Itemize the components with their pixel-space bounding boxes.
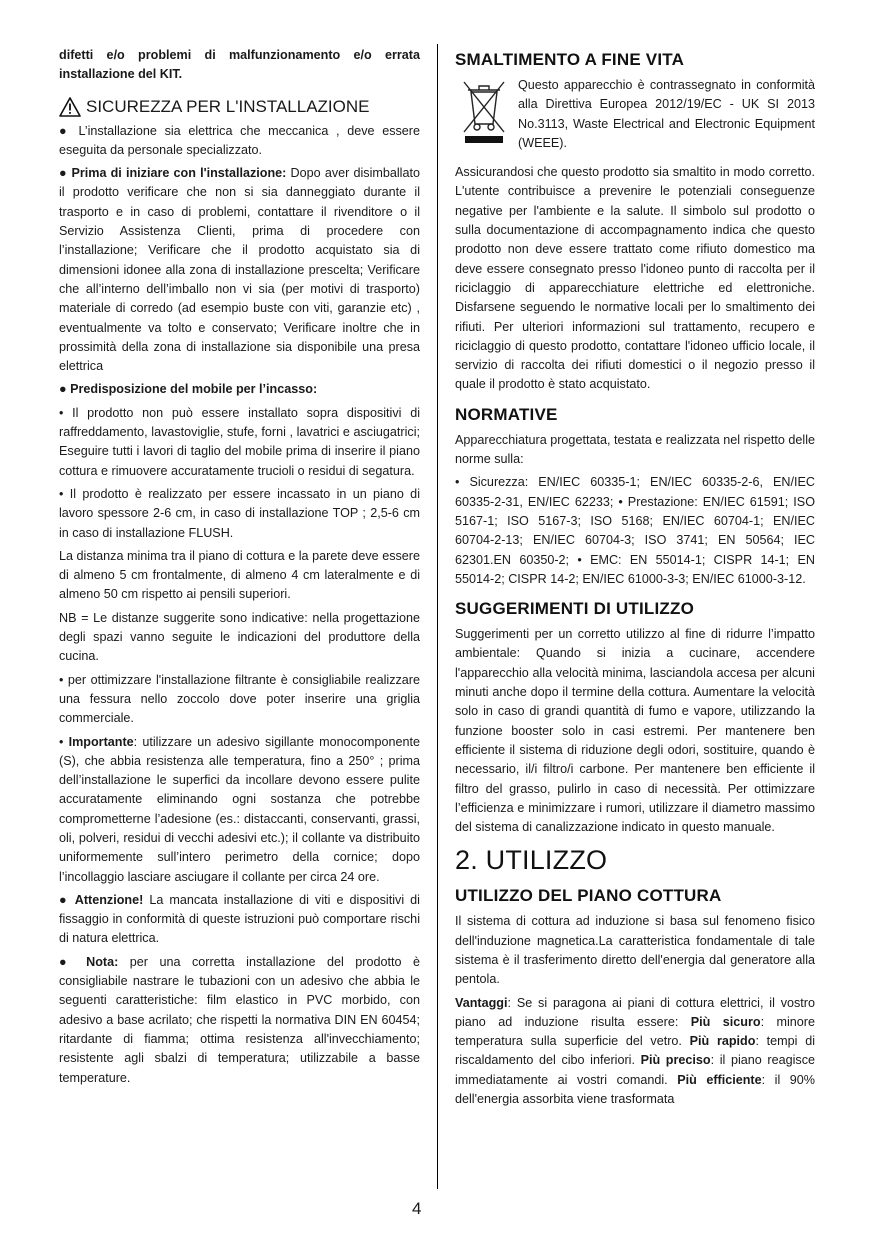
paragraph-4: • Il prodotto non può essere installato sopra dispositivi di raffreddamento, lavastoviglie, stufe, forni , lavatrici e asciugatrici; Eseguire tutti i lavori di taglio del mobile prima di inserire il piano cottura e rimuovere accuratamente trucioli o residui di segatura. (59, 405, 420, 478)
paragraph-8: • per ottimizzare l'installazione filtrante è consigliabile realizzare una fessura nello zoccolo dove poter inserire una griglia commerciale. (59, 672, 420, 726)
paragraph-2: ● Prima di iniziare con l'installazione: Dopo aver disimballato il prodotto verificare che non si sia danneggiato durante il trasporto e in caso di problemi, contattare il rivenditore o il Servizio Assistenza Clienti, prima di procedere con l’installazione; Verificare che il prodotto acquistato sia di dimensioni idonee alla zona di installazione prescelta; Verificare che all’interno dell’imballo non vi sia (per motivi di trasporto) materiale di corredo (ad esempio buste con viti, garanzie etc) , eventualmente va tolto e conservato; Verificare inoltre che in prossimità della zona di installazione sia disponibile una presa elettrica (59, 166, 420, 374)
warning-triangle-icon (59, 97, 81, 117)
disposal-paragraph: Assicurandosi che questo prodotto sia smaltito in modo corretto. L'utente contribuisce a prevenire le potenziali conseguenze negative per l'ambiente e la salute. Il simbolo sul prodotto o sulla documentazione di accompagnamento indica che questo prodotto non deve essere trattato come rifiuto domestico ma deve essere consegnato presso l'idoneo punto di raccolta per il riciclaggio di apparecchiature elettriche ed elettroniche. Disfarsene seguendo le normative locali per lo smaltimento dei rifiuti. Per ulteriori informazioni sul trattamento, recupero e riciclaggio di questo prodotto, contattare l'idoneo ufficio locale, il servizio di raccolta dei rifiuti domestici o il negozio presso il quale il prodotto è stato acquistato. (455, 165, 815, 392)
norms-heading: NORMATIVE (455, 404, 558, 424)
left-column (59, 46, 420, 1092)
norms-paragraph-1: Apparecchiatura progettata, testata e realizzata nel rispetto delle norme sulla: (455, 432, 815, 467)
disposal-heading: SMALTIMENTO A FINE VITA (455, 50, 685, 69)
paragraph-9: • Importante: utilizzare un adesivo sigillante monocomponente (S), che abbia resistenza alle temperatura, fino a 250° ; prima dell’installazione le superfici da incollare devono essere pulite accuratamente eliminando ogni sostanza che potrebbe comprometterne l’adesione (es.: distaccanti, conservanti, grassi, oli, polveri, residui di vecchi adesivi etc.); il collante va distribuito uniformemente sull’intero perimetro della cornice; dopo l’incollaggio lasciare asciugare il collante per circa 24 ore. (59, 734, 420, 884)
paragraph-11: ● Nota: per una corretta installazione del prodotto è consigliabile nastrare le tubazioni con un adesivo che abbia le seguenti caratteristiche: film elastico in PVC morbido, con adesivo a base acrilato; che rispetti la normativa DIN EN 60454; ritardante di fiamma; ottima resistenza all'invecchiamento; resistente agli sbalzi di temperatura; utilizzabile a basse temperature. (59, 954, 420, 1085)
chapter-heading: 2. UTILIZZO (455, 845, 608, 876)
tips-heading: SUGGERIMENTI DI UTILIZZO (455, 599, 695, 619)
paragraph-1: ● L’installazione sia elettrica che meccanica , deve essere eseguita da personale specializzato. (59, 123, 420, 157)
crossed-bin-icon (460, 78, 508, 146)
weee-text: Questo apparecchio è contrassegnato in conformità alla Direttiva Europea 2012/19/EC - UK SI 2013 No.3113, Waste Electrical and Electronic Equipment (WEEE). (518, 78, 815, 150)
paragraph-7: NB = Le distanze suggerite sono indicative: nella progettazione degli spazi vanno seguite le indicazioni del produttore della cucina. (59, 610, 420, 664)
tips-paragraph: Suggerimenti per un corretto utilizzo al fine di ridurre l’impatto ambientale: Quando si inizia a cucinare, accendere l'apparecchio alla velocità minima, lasciandola accesa per alcuni minuti anche dopo il termine della cottura. Aumentare la velocità solo in caso di grandi quantità di fumo e vapore, utilizzando la funzione booster solo in casi estremi. Per mantenere ben efficiente il sistema di riduzione degli odori, sostituire, quando è necessario, il/i filtro/i carbone. Per mantenere ben efficiente il filtro del grasso, pulirlo in caso di necessità. Per ottimizzare l’efficienza e minimizzare i rumori, utilizzare il diametro massimo del sistema di canalizzazione indicato in questo manuale. (455, 627, 815, 835)
use-paragraph: Il sistema di cottura ad induzione si basa sul fenomeno fisico dell'induzione magnetica.La caratteristica fondamentale di tale sistema è il trasferimento diretto dell'energia dal generatore alla pentola. (455, 914, 815, 987)
use-heading: UTILIZZO DEL PIANO COTTURA (455, 886, 722, 906)
paragraph-6: La distanza minima tra il piano di cottura e la parete deve essere di almeno 5 cm frontalmente, di almeno 4 cm lateralmente e di almeno 50 cm rispetto ai pensili superiori. (59, 548, 420, 602)
paragraph-3: ● Predisposizione del mobile per l’incasso: (59, 382, 318, 397)
paragraph-5: • Il prodotto è realizzato per essere incassato in un piano di lavoro spessore 2-6 cm, in caso di installazione TOP ; 2,5-6 cm in caso di installazione FLUSH. (59, 486, 420, 540)
safety-heading: SICUREZZA PER L'INSTALLAZIONE (59, 97, 420, 117)
right-column (455, 46, 815, 1113)
page-number: 4 (412, 1199, 422, 1218)
advantages-paragraph: Vantaggi: Se si paragona ai piani di cottura elettrici, il vostro piano ad induzione risulta essere: Più sicuro: minore temperatura sulla superficie del vetro. Più rapido: tempi di riscaldamento del cibo inferiori. Più preciso: il piano reagisce immediatamente ai vostri comandi. Più efficiente: il 90% dell'energia assorbita viene trasformata (455, 995, 816, 1107)
column-divider (437, 44, 438, 1189)
intro-paragraph: difetti e/o problemi di malfunzionamento e/o errata installazione del KIT. (59, 48, 420, 82)
weee-block (455, 76, 815, 157)
norms-paragraph-2: • Sicurezza: EN/IEC 60335-1; EN/IEC 60335-2-6, EN/IEC 60335-2-31, EN/IEC 62233; • Prestazione: EN/IEC 61591; ISO 5167-1; ISO 5167-3; ISO 5168; EN/IEC 60704-1; EN/IEC 60704-2-13; EN/IEC 60704-3; ISO 3741; EN 50564; IEC 62301.EN 60350-2; • EMC: EN 55014-1; CISPR 14-1; EN 55014-2; CISPR 14-2; EN/IEC 61000-3-3; EN/IEC 61000-3-12. (455, 475, 815, 586)
paragraph-10: ● Attenzione! La mancata installazione di viti e dispositivi di fissaggio in conformità di queste istruzioni può comportare rischi di natura elettrica. (59, 892, 420, 946)
